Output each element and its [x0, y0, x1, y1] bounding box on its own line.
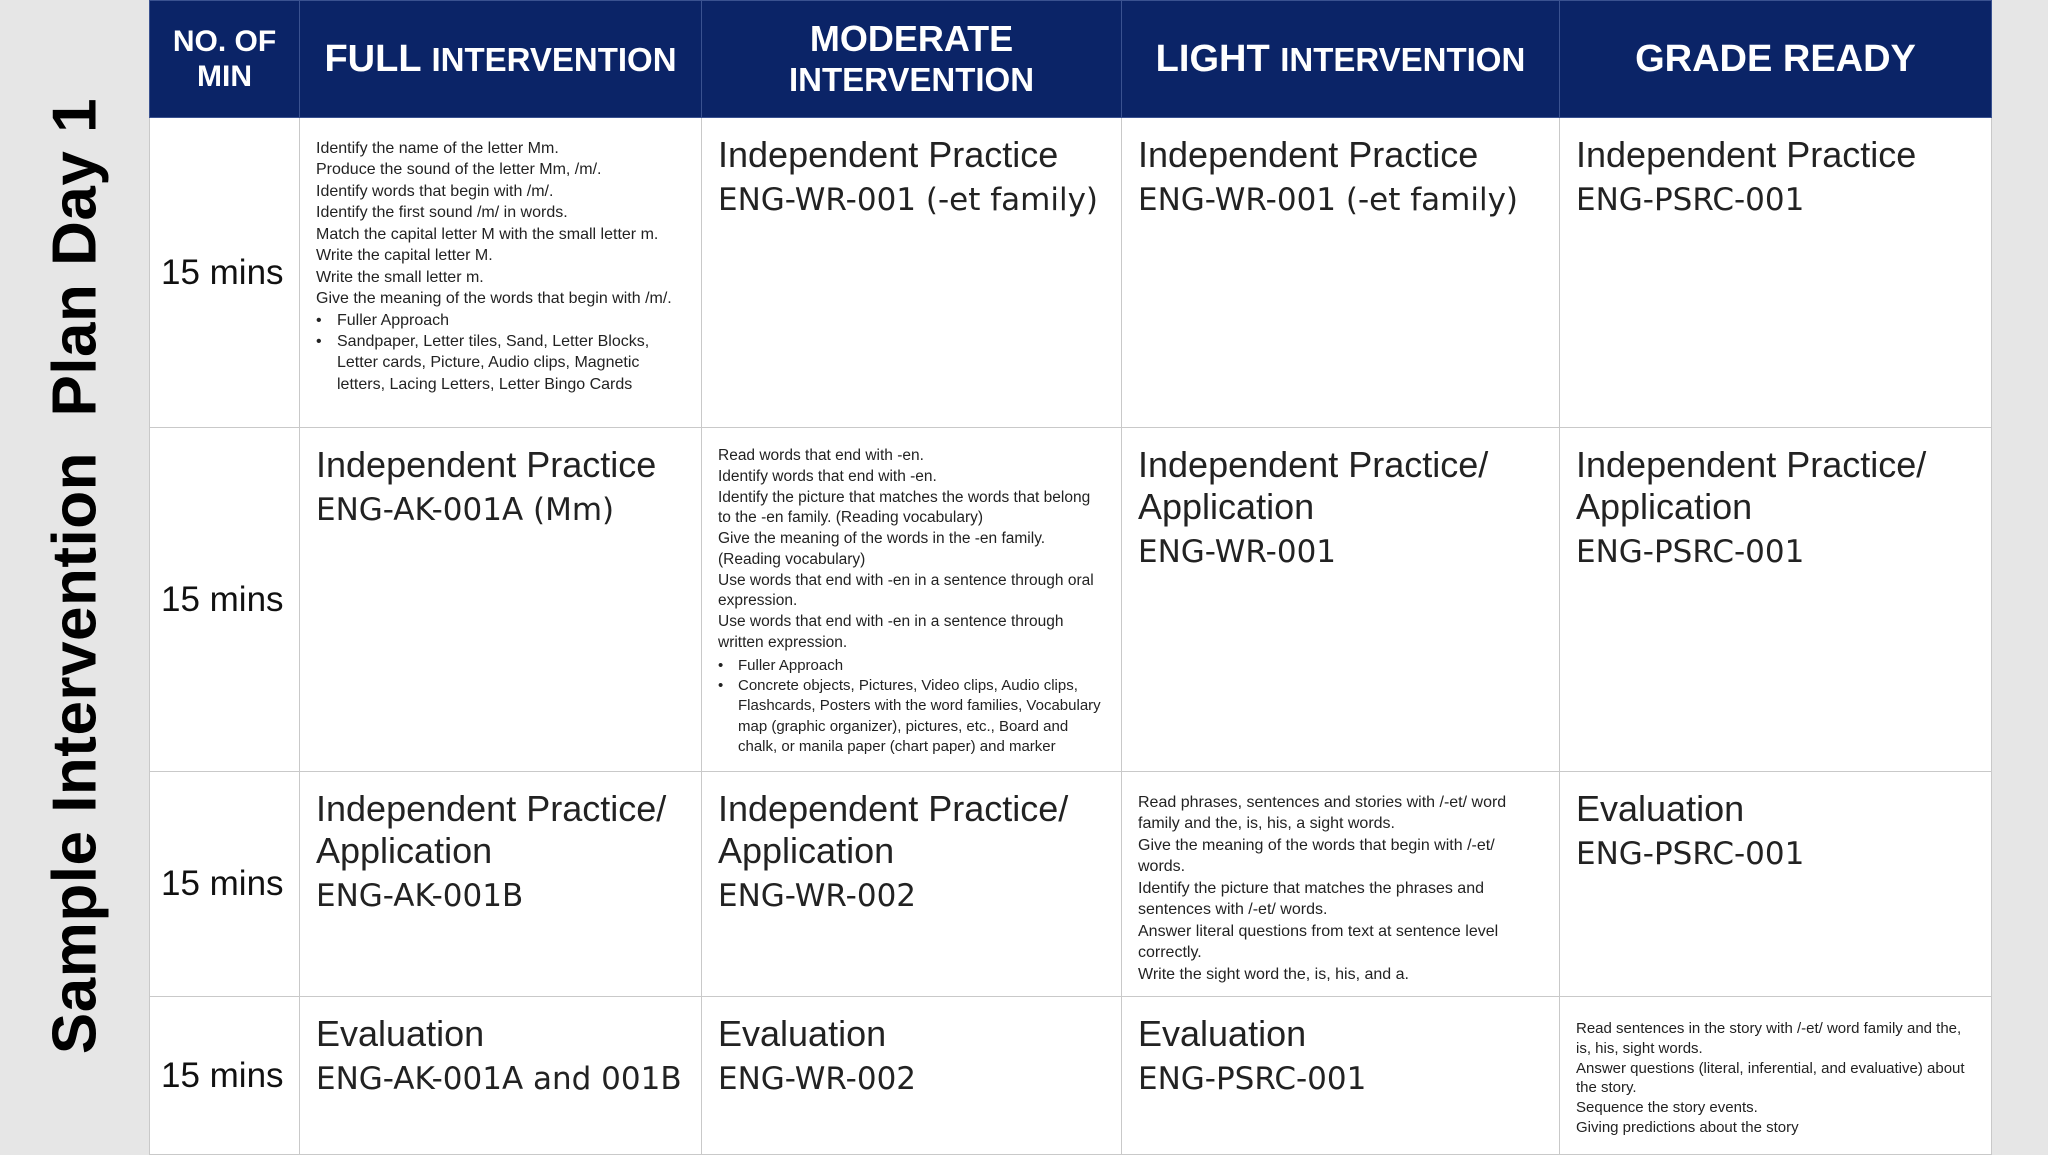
minutes-cell: 15 mins	[150, 118, 300, 428]
bullet-item: • Sandpaper, Letter tiles, Sand, Letter Blocks, Letter cards, Picture, Audio clips, Magnetic letters, Lacing Letters, Letter Bingo Cards	[316, 331, 685, 395]
grade-ready-cell	[1560, 118, 1992, 428]
activity-title: Evaluation	[1576, 788, 1745, 829]
activity-title: Independent Practice/ Application	[316, 788, 667, 872]
activity-title: Independent Practice/ Application	[718, 788, 1069, 872]
full-intervention-cell	[300, 428, 702, 772]
objective-item: Answer questions (literal, inferential, and evaluative) about the story.	[1576, 1059, 1965, 1097]
objective-item: Read phrases, sentences and stories with /-et/ word family and the, is, his, a sight words.	[1138, 794, 1507, 833]
moderate-intervention-cell	[702, 997, 1122, 1155]
header-row	[150, 1, 1992, 118]
objective-item: Identify the name of the letter Mm.	[316, 140, 559, 157]
bullet-item: • Fuller Approach	[316, 310, 685, 331]
header-minutes-line2: MIN	[197, 60, 252, 93]
header-minutes-line1: NO. OF	[172, 24, 277, 58]
table-row	[150, 997, 1992, 1155]
materials-list	[718, 654, 1105, 758]
grade-ready-cell	[1560, 428, 1992, 772]
header-light-rest: INTERVENTION	[1280, 40, 1526, 78]
objective-item: Write the small letter m.	[316, 268, 484, 286]
objectives-list	[718, 442, 1105, 654]
header-grade-ready	[1560, 1, 1992, 118]
objectives-list	[1138, 788, 1543, 985]
objective-item: Write the capital letter M.	[316, 247, 493, 265]
objective-item: Identify the picture that matches the phrases and sentences with /-et/ words.	[1138, 879, 1484, 919]
header-full-cap: FULL	[324, 37, 421, 80]
header-moderate-line1: MODERATE	[809, 18, 1014, 60]
activity-title: Evaluation	[718, 1013, 887, 1054]
header-light-cap: LIGHT	[1155, 37, 1270, 80]
light-intervention-cell	[1122, 118, 1560, 428]
header-full-intervention	[300, 1, 702, 118]
activity-code: ENG-AK-001A and 001B	[316, 1061, 682, 1098]
activity-code: ENG-WR-002	[718, 878, 917, 915]
minutes-cell: 15 mins	[150, 428, 300, 772]
header-moderate-line2: INTERVENTION	[788, 60, 1035, 98]
activity-title: Independent Practice	[1138, 134, 1479, 175]
activity-title: Independent Practice/ Application	[1138, 444, 1489, 528]
bullet-item: • Fuller Approach	[718, 656, 1105, 676]
activity-code: ENG-WR-001 (-et family)	[1138, 182, 1519, 219]
objective-item: Read words that end with -en.	[718, 447, 924, 464]
objectives-list	[316, 134, 685, 395]
intervention-plan-table	[149, 0, 1992, 1155]
side-title-panel	[0, 0, 150, 1152]
activity-title: Evaluation	[1138, 1013, 1307, 1054]
full-intervention-cell	[300, 772, 702, 997]
objective-item: Read sentences in the story with /-et/ word family and the, is, his, sight words.	[1576, 1020, 1962, 1057]
activity-code: ENG-AK-001B	[316, 878, 524, 915]
bullet-item: • Concrete objects, Pictures, Video clips, Audio clips, Flashcards, Posters with the word families, Vocabulary map (graphic organizer), pictures, etc., Board and chalk, or manila paper (chart paper) and marker	[718, 676, 1105, 758]
grade-ready-cell	[1560, 997, 1992, 1155]
objective-item: Match the capital letter M with the small letter m.	[316, 225, 659, 243]
activity-code: ENG-WR-002	[718, 1061, 917, 1098]
activity-code: ENG-WR-001 (-et family)	[718, 182, 1099, 219]
objectives-list	[1576, 1015, 1975, 1138]
table-row	[150, 118, 1992, 428]
objective-item: Answer literal questions from text at sentence level correctly.	[1138, 922, 1499, 962]
objective-item: Give the meaning of the words that begin with /m/.	[316, 290, 672, 308]
objective-item: Give the meaning of the words in the -en family. (Reading vocabulary)	[718, 530, 1046, 568]
right-margin	[1991, 0, 2048, 1152]
light-intervention-cell	[1122, 772, 1560, 997]
activity-title: Independent Practice	[1576, 134, 1917, 175]
header-minutes	[150, 1, 300, 118]
header-full-rest: INTERVENTION	[431, 40, 677, 78]
objective-item: Use words that end with -en in a sentence through written expression.	[718, 613, 1064, 651]
full-intervention-cell	[300, 997, 702, 1155]
activity-code: ENG-PSRC-001	[1138, 1061, 1367, 1098]
grade-ready-cell	[1560, 772, 1992, 997]
activity-code: ENG-PSRC-001	[1576, 182, 1805, 219]
activity-code: ENG-AK-001A (Mm)	[316, 492, 615, 529]
activity-title: Independent Practice	[718, 134, 1059, 175]
minutes-cell: 15 mins	[150, 772, 300, 997]
activity-code: ENG-PSRC-001	[1576, 534, 1805, 571]
activity-title: Independent Practice	[316, 444, 657, 485]
activity-code: ENG-PSRC-001	[1576, 836, 1805, 873]
minutes-cell: 15 mins	[150, 997, 300, 1155]
table-row	[150, 772, 1992, 997]
table-row	[150, 428, 1992, 772]
activity-code: ENG-WR-001	[1138, 534, 1337, 571]
moderate-intervention-cell	[702, 428, 1122, 772]
light-intervention-cell	[1122, 997, 1560, 1155]
full-intervention-cell	[300, 118, 702, 428]
objective-item: Identify words that begin with /m/.	[316, 182, 554, 200]
objective-item: Write the sight word the, is, his, and a.	[1138, 965, 1409, 983]
page-title: Sample Intervention Plan Day 1	[40, 97, 110, 1055]
objective-item: Use words that end with -en in a sentence through oral expression.	[718, 571, 1094, 610]
objective-item: Sequence the story events.	[1576, 1099, 1758, 1117]
header-grade-text: GRADE READY	[1635, 37, 1916, 80]
objective-item: Giving predictions about the story	[1576, 1118, 1799, 1136]
objective-item: Give the meaning of the words that begin with /-et/ words.	[1138, 836, 1495, 876]
activity-title: Evaluation	[316, 1013, 485, 1054]
moderate-intervention-cell	[702, 118, 1122, 428]
moderate-intervention-cell	[702, 772, 1122, 997]
objective-item: Identify words that end with -en.	[718, 467, 937, 485]
header-moderate-intervention	[702, 1, 1122, 118]
objective-item: Produce the sound of the letter Mm, /m/.	[316, 161, 602, 179]
header-light-intervention	[1122, 1, 1560, 118]
objective-item: Identify the picture that matches the words that belong to the -en family. (Reading vocabulary)	[718, 488, 1091, 527]
light-intervention-cell	[1122, 428, 1560, 772]
objective-item: Identify the first sound /m/ in words.	[316, 204, 568, 222]
activity-title: Independent Practice/ Application	[1576, 444, 1927, 528]
